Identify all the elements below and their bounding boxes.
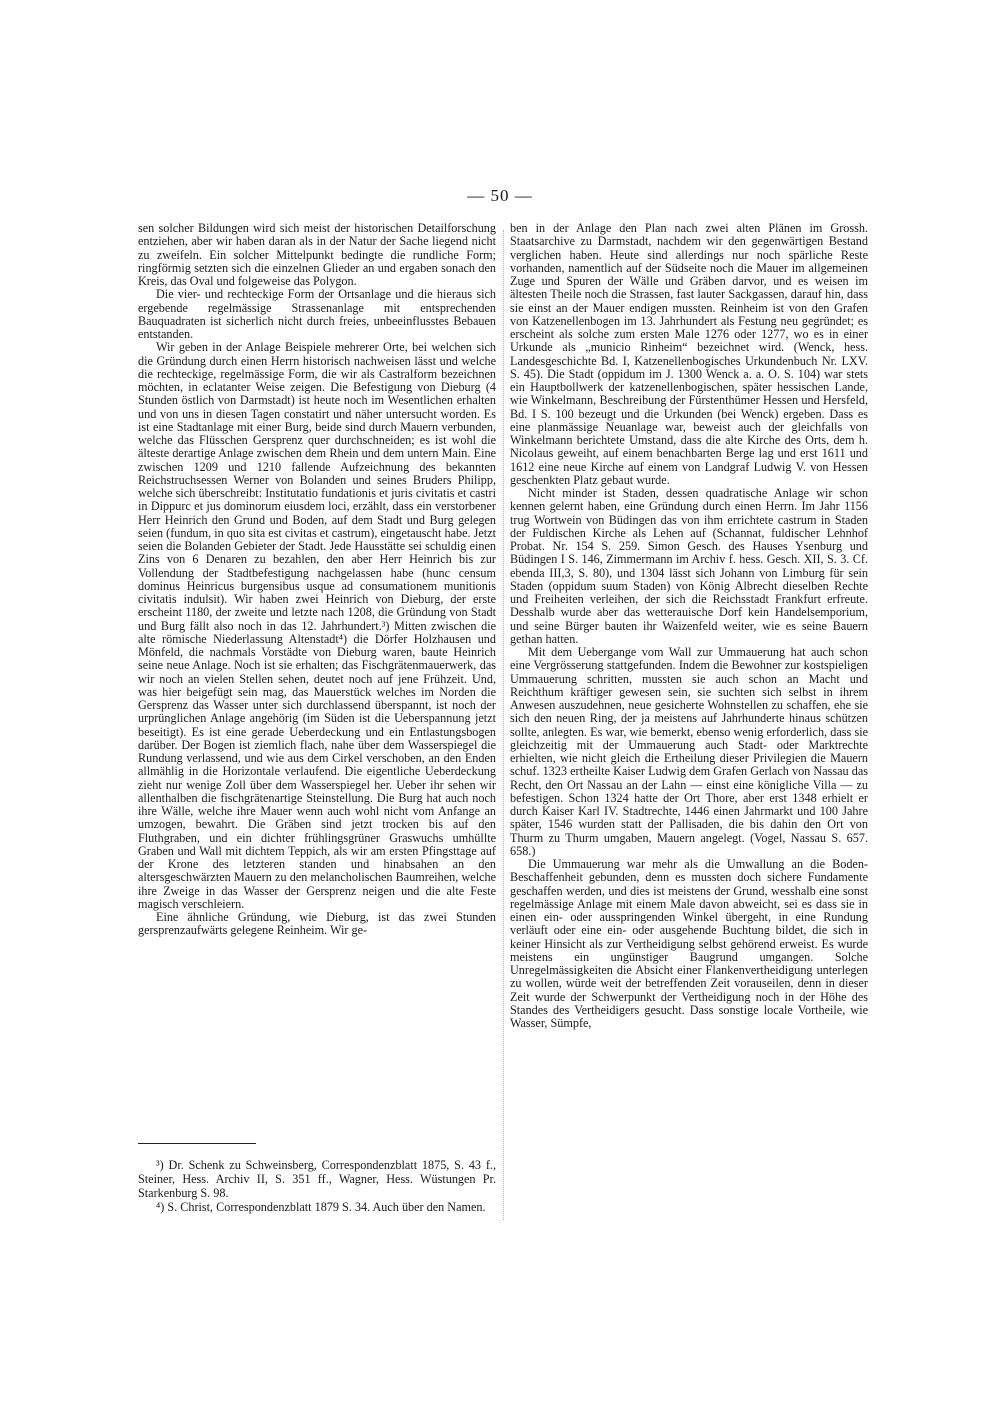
paragraph: Nicht minder ist Staden, dessen quadratische Anlage wir schon kennen gelernt haben, eine Gründung durch einen Herrn. Im Jahr 1156 trug Wortwein von Büdingen das von ihm errichtete castrum in Staden der Fuldischen Kirche als Lehen auf (Schannat, fuldischer Lehnhof Probat. Nr. 154 S. 259. Simon Gesch. des Hauses Ysenburg und Büdingen I S. 146, Zimmermann im Archiv f. hess. Gesch. XII, S. 3. Cf. ebenda III,3, S. 80), und 1304 lässt sich Johann von Limburg für sein Staden (oppidum suum Staden) von König Albrecht dieselben Rechte und Freiheiten verleihen, der sich die Reichsstadt Frankfurt erfreute. Desshalb wurde aber das wetterauische Dorf kein Handelsemporium, und seine Bürger bauten ihr Waizenfeld weiter, wie es seine Bauern gethan hatten. [510,486,868,646]
paragraph: Eine ähnliche Gründung, wie Dieburg, ist das zwei Stunden gersprenzaufwärts gelegene Reinheim. Wir ge- [138,910,496,938]
paragraph: Die Ummauerung war mehr als die Umwallung an die Boden-Beschaffenheit gebunden, denn es mussten doch sichere Fundamente geschaffen werden, und dies ist meistens der Grund, wesshalb eine sonst regelmässige Anlage mit einem Male davon abweicht, sei es dass sie in einen ein- oder ausspringenden Winkel übergeht, in eine Rundung verläuft oder eine ein- oder ausgehende Buchtung bildet, die sich in keiner Hinsicht als zur Vertheidigung selbst gehörend erweist. Es wurde meistens ein ungünstiger Baugrund umgangen. Solche Unregelmässigkeiten die Absicht einer Flankenvertheidigung unterlegen zu wollen, würde weit der betreffenden Zeit vorauseilen, denn in dieser Zeit wurde der Schwerpunkt der Vertheidigung noch in der Höhe des Standes des Vertheidigers gesucht. Dass sonstige locale Vortheile, wie Wasser, Sümpfe, [510,857,868,1030]
footnote-3: ³) Dr. Schenk zu Schweinsberg, Correspondenzblatt 1875, S. 43 f., Steiner, Hess. Archiv II, S. 351 ff., Wagner, Hess. Wüstungen Pr. Starkenburg S. 98. [138,1158,496,1200]
paragraph: sen solcher Bildungen wird sich meist der historischen Detailforschung entziehen, aber wir haben daran als in der Natur der Sache liegend nicht zu zweifeln. Ein solcher Mittelpunkt bedingte die rundliche Form; ringförmig setzten sich die einzelnen Glieder an und ergaben sonach den Kreis, das Oval und folgeweise das Polygon. [138,221,496,288]
page-number: — 50 — [467,186,533,205]
paragraph: Wir geben in der Anlage Beispiele mehrerer Orte, bei welchen sich die Gründung durch einen Herrn historisch nachweisen lässt und welche die rechteckige, regelmässige Form, die wir als Castralform bezeichnen möchten, in eclatanter Weise zeigen. Die Befestigung von Dieburg (4 Stunden östlich von Darmstadt) ist heute noch im Wesentlichen erhalten und von uns in diesen Tagen constatirt und näher untersucht worden. Es ist eine Stadtanlage mit einer Burg, beide sind durch Mauern verbunden, welche das Flüsschen Gersprenz quer durchschneiden; es ist wohl die älteste derartige Anlage zwischen dem Rhein und dem untern Main. Eine zwischen 1209 und 1210 fallende Aufzeichnung des bekannten Reichstruchsessen Werner von Bolanden und seines Bruders Philipp, welche sich überschreibt: Institutatio fundationis et juris civitatis et castri in Dippurc et jus dominorum eiusdem loci, erzählt, dass ein verstorbener Herr Heinrich den Grund und Boden, auf dem Stadt und Burg gelegen seien (fundum, in quo sita est civitas et castrum), eingetauscht habe. Jetzt seien die Bolanden Gebieter der Stadt. Jede Hausstätte sei schuldig einen Zins von 6 Denaren zu bezahlen, den aber Herr Heinrich bis zur Vollendung der Stadtbefestigung nachgelassen habe (hunc censum dominus Heinricus burgensibus usque ad consumationem munitionis civitatis indulsit). Wir haben zwei Heinrich von Dieburg, der erste erscheint 1180, der zweite und letzte nach 1208, die Gründung von Stadt und Burg fällt also noch in das 12. Jahrhundert.³) Mitten zwischen die alte römische Niederlassung Altenstadt⁴) die Dörfer Holzhausen und Mönfeld, die nachmals Vorstädte von Dieburg waren, baute Heinrich seine neue Anlage. Noch ist sie erhalten; das Fischgrätenmauerwerk, das wir noch an vielen Stellen sehen, deutet noch auf jene Frühzeit. Und, was hier beigefügt sein mag, das Mauerstück welches im Norden die Gersprenz das Wasser unter sich durchlassend überspannt, ist noch der urprünglichen Anlage angehörig (im Süden ist die Ueberspannung jetzt beseitigt). Es ist eine gerade Ueberdeckung und ein Entlastungsbogen darüber. Der Bogen ist ziemlich flach, nahe über dem Wasserspiegel die Rundung verlassend, und wie aus dem Cirkel verschoben, an den Enden allmählig in die Horizontale verlaufend. Die eigentliche Ueberdeckung zieht nur wenige Zoll über dem Wasserspiegel her. Ueber ihr sehen wir allenthalben die fischgrätenartige Steinstellung. Die Burg hat auch noch ihre Wälle, welche ihre Mauer wenn auch wohl nicht vom Anfange an umzogen, bewahrt. Die Gräben sind jetzt trocken bis auf den Fluthgraben, und ein dichter frühlingsgrüner Graswuchs umhüllte Graben und Wall mit dichtem Teppich, als wir am ersten Pfingsttage auf der Krone des letzteren standen und hinabsahen an den altersgeschwärzten Mauern zu den melancholischen Baumreihen, welche ihre Zweige in das Wasser der Gersprenz neigen und die alte Feste magisch verschleiern. [138,340,496,911]
footnotes [138,1158,496,1214]
paragraph: Die vier- und rechteckige Form der Ortsanlage und die hieraus sich ergebende regelmässige Strassenanlage mit entsprechenden Bauquadraten ist sicherlich nicht durch freies, unbeeinflusstes Bebauen entstanden. [138,287,496,341]
paragraph: ben in der Anlage den Plan nach zwei alten Plänen im Grossh. Staatsarchive zu Darmstadt, nachdem wir den gegenwärtigen Bestand verglichen haben. Heute sind allerdings nur noch spärliche Reste vorhanden, namentlich auf der Südseite noch die Mauer im allgemeinen Zuge und Spuren der Wälle und Gräben darvor, und es weisen im ältesten Theile noch die Strassen, fast lauter Sackgassen, darauf hin, dass sie einst an der Mauer endigen mussten. Reinheim ist von den Grafen von Katzenellenbogen im 13. Jahrhundert als Festung neu gegründet; es erscheint als solche zum ersten Male 1276 oder 1277, wo es in einer Urkunde als „municio Rinheim“ bezeichnet wird. (Wenck, hess. Landesgeschichte Bd. I, Katzenellenbogisches Urkundenbuch Nr. LXV. S. 45). Die Stadt (oppidum im J. 1300 Wenck a. a. O. S. 104) war stets ein Hauptbollwerk der katzenellenbogischen, später hessischen Lande, wie Winkelmann, Beschreibung der Fürstenthümer Hessen und Hersfeld, Bd. I S. 100 bezeugt und die Urkunden (bei Wenck) ergeben. Dass es eine planmässige Neuanlage war, beweist auch der gleichfalls von Winkelmann berichtete Umstand, dass die alte Kirche des Orts, dem h. Nicolaus geweiht, auf einem benachbarten Berge lag und erst 1611 und 1612 eine neue Kirche auf einem von Landgraf Ludwig V. von Hessen geschenkten Platz gebaut wurde. [510,221,868,487]
footnote-rule [138,1143,256,1144]
column-divider [503,230,504,1220]
footnote-4: ⁴) S. Christ, Correspondenzblatt 1879 S. 34. Auch über den Namen. [156,1200,486,1214]
right-column [510,222,868,1030]
paragraph: Mit dem Uebergange vom Wall zur Ummauerung hat auch schon eine Vergrösserung stattgefunden. Indem die Bewohner zur kostspieligen Ummauerung schritten, mussten sie auch schon an Macht und Reichthum kräftiger gewesen sein, sie suchten sich selbst in ihrem Anwesen auszudehnen, neue gesicherte Wohnstellen zu schaffen, ehe sie sich den neuen Ring, der ja meistens auf Jahrhunderte hinaus schützen sollte, anlegten. Es war, wie bemerkt, ebenso wenig erforderlich, dass sie gleichzeitig mit der Ummauerung auch Stadt- oder Marktrechte erhielten, wie nicht gleich die Ertheilung dieser Privilegien die Mauern schuf. 1323 ertheilte Kaiser Ludwig dem Grafen Gerlach von Nassau das Recht, den Ort Nassau an der Lahn — einst eine königliche Villa — zu befestigen. Schon 1324 hatte der Ort Thore, aber erst 1348 erhielt er durch Kaiser Karl IV. Stadtrechte, 1446 einen Jahrmarkt und 100 Jahre später, 1546 wurden statt der Pallisaden, die bis dahin den Ort von Thurm zu Thurm umgaben, Mauern angelegt. (Vogel, Nassau S. 657. 658.) [510,645,868,858]
left-column [138,222,496,938]
